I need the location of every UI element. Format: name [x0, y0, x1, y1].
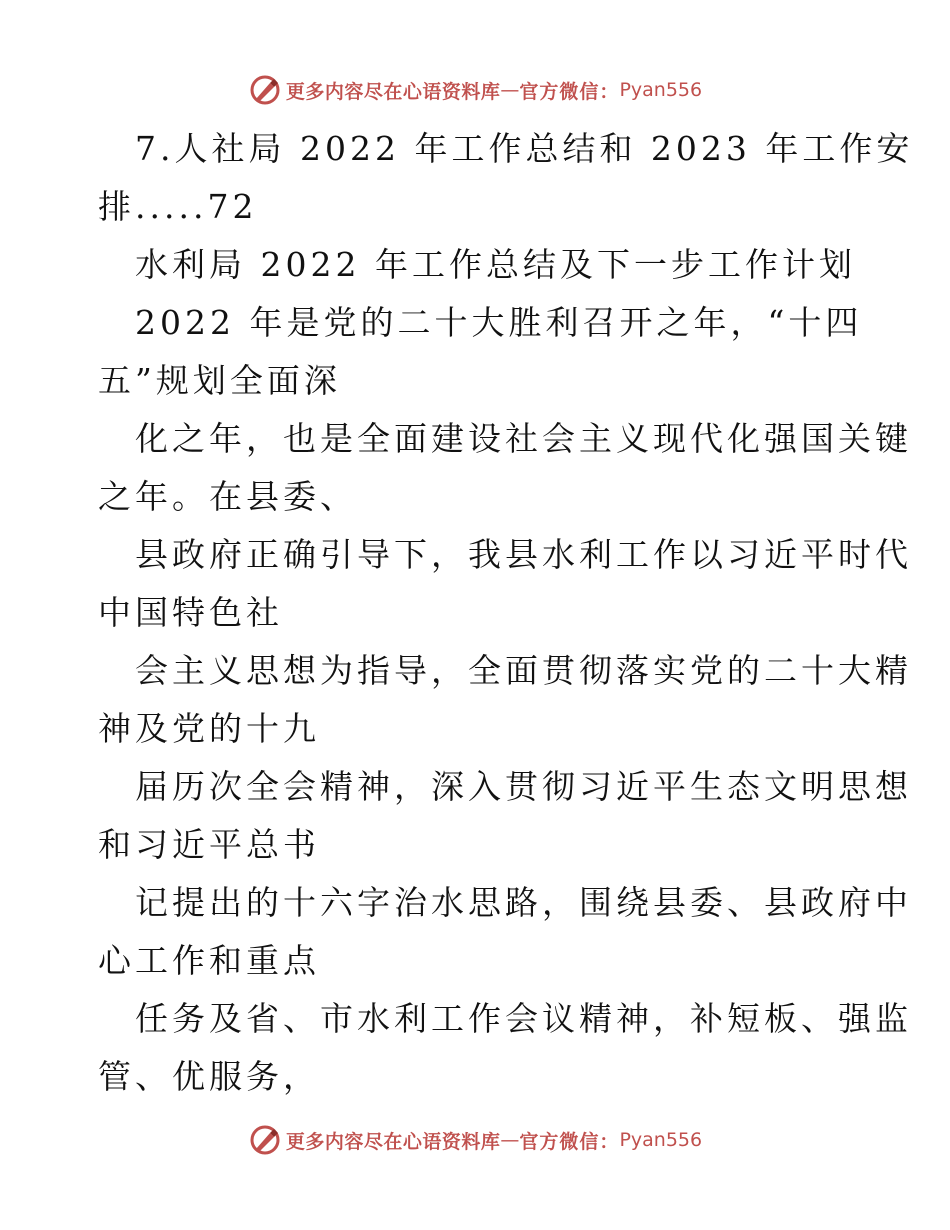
pen-logo-icon [248, 1123, 282, 1157]
pen-logo-icon [248, 73, 282, 107]
body-line: 中国特色社 [98, 593, 283, 632]
footer-banner [0, 1120, 950, 1160]
body-line: 排.....72 [98, 187, 258, 226]
banner-dash: — [500, 79, 520, 101]
body-line: 任务及省、市水利工作会议精神，补短板、强监 [135, 999, 912, 1038]
body-line: 2022 年是党的二十大胜利召开之年，“十四 [135, 303, 863, 342]
banner-wechat-id: Pyan556 [619, 1129, 703, 1151]
banner-wechat-label: 官方微信： [519, 1130, 620, 1153]
body-line: 会主义思想为指导，全面贯彻落实党的二十大精 [135, 651, 912, 690]
body-line: 县政府正确引导下，我县水利工作以习近平时代 [135, 535, 912, 574]
document-body [98, 120, 914, 1106]
body-line: 之年。在县委、 [98, 477, 357, 516]
banner-wechat-id: Pyan556 [619, 79, 703, 101]
body-line: 管、优服务， [98, 1057, 320, 1096]
banner-wechat-label: 官方微信： [519, 80, 620, 103]
body-line: 化之年，也是全面建设社会主义现代化强国关键 [135, 419, 912, 458]
body-line: 7.人社局 2022 年工作总结和 2023 年工作安 [135, 129, 914, 168]
header-banner [0, 70, 950, 110]
section-title: 水利局 2022 年工作总结及下一步工作计划 [135, 245, 856, 284]
banner-brand: 更多内容尽在心语资料库 [285, 1130, 501, 1153]
body-line: 心工作和重点 [98, 941, 320, 980]
body-line: 记提出的十六字治水思路，围绕县委、县政府中 [135, 883, 912, 922]
banner-brand: 更多内容尽在心语资料库 [285, 80, 501, 103]
banner-dash: — [500, 1129, 520, 1151]
body-line: 届历次全会精神，深入贯彻习近平生态文明思想 [135, 767, 912, 806]
body-line: 神及党的十九 [98, 709, 320, 748]
body-line: 和习近平总书 [98, 825, 320, 864]
body-line: 五”规划全面深 [98, 361, 341, 400]
